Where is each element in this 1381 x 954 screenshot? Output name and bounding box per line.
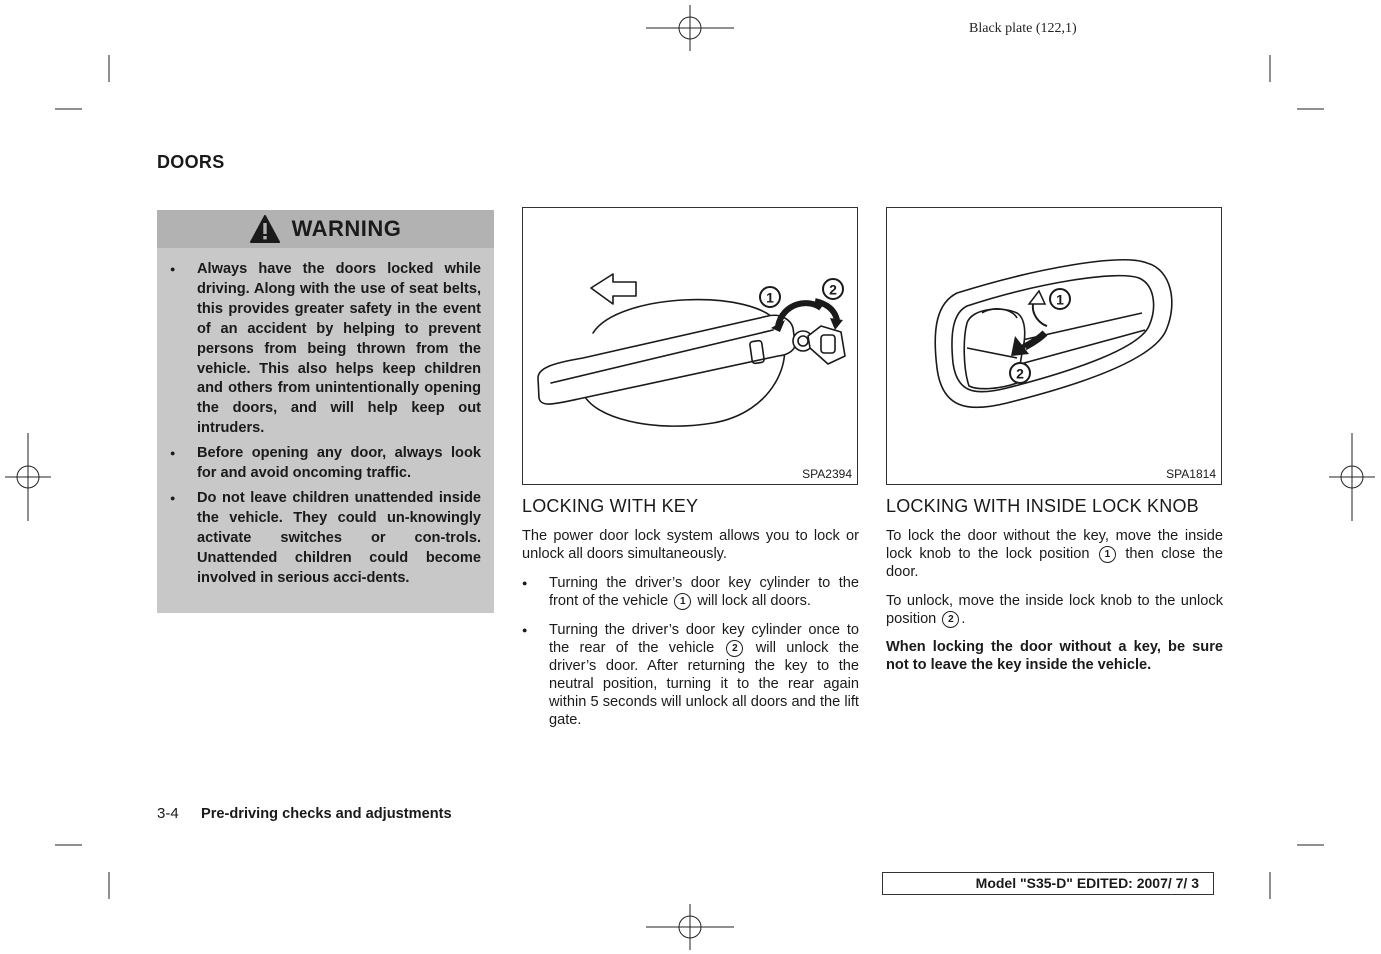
model-stamp: Model "S35-D" EDITED: 2007/ 7/ 3 <box>882 872 1214 895</box>
locking-with-knob-body <box>886 527 1223 674</box>
locking-with-key-heading: LOCKING WITH KEY <box>522 496 699 516</box>
svg-text:2: 2 <box>829 281 837 298</box>
ref-1-icon: 1 <box>1099 546 1116 563</box>
svg-text:1: 1 <box>1056 291 1064 308</box>
warning-triangle-icon <box>250 215 280 243</box>
warning-title: WARNING <box>291 216 402 241</box>
svg-text:2: 2 <box>1016 365 1024 382</box>
warning-item: ● Do not leave children unattended inside the vehicle. They could un-knowingly activate switches or con-trols. Unattended children could become involved in serious acci-dents. <box>197 489 481 589</box>
key-lock-figure <box>522 207 858 485</box>
page-number: 3-4 <box>157 805 179 822</box>
paragraph: To lock the door without the key, move the inside lock knob to the lock position 1 then close the door. <box>886 528 1223 580</box>
bold-note: When locking the door without a key, be sure not to leave the key inside the vehicle. <box>886 639 1223 673</box>
paragraph: To unlock, move the inside lock knob to the unlock position 2 . <box>886 593 1223 627</box>
warning-header <box>157 210 494 248</box>
callout-1-icon <box>1050 289 1070 309</box>
chapter-title: Pre-driving checks and adjustments <box>201 806 452 822</box>
warning-item: ● Always have the doors locked while driving. Along with the use of seat belts, this provides greater safety in the event of an accident by helping to prevent persons from being thrown from the vehicle. This also helps keep children and others from unintentionally opening the doors, and will help keep out intruders. <box>197 260 481 439</box>
locking-with-key-body <box>522 527 859 729</box>
warning-box <box>157 210 494 613</box>
list-item: ● Turning the driver’s door key cylinder once to the rear of the vehicle 2 will unlock the driver’s door. After returning the key to the neutral position, turning it to the rear again within 5 seconds will unlock all doors and the lift gate. <box>522 621 859 729</box>
locking-with-knob-heading: LOCKING WITH INSIDE LOCK KNOB <box>886 496 1199 516</box>
plate-label: Black plate (122,1) <box>969 21 1077 36</box>
figure-code: SPA1814 <box>1166 467 1216 481</box>
paragraph: The power door lock system allows you to lock or unlock all doors simultaneously. <box>522 528 859 562</box>
ref-2-icon: 2 <box>942 611 959 628</box>
figure-code: SPA2394 <box>802 467 852 481</box>
door-handle-key-illustration <box>523 208 857 484</box>
callout-2-icon <box>823 279 843 299</box>
svg-text:1: 1 <box>766 289 774 306</box>
list-item: ● Turning the driver’s door key cylinder to the front of the vehicle 1 will lock all doors. <box>522 574 859 610</box>
callout-2-icon <box>1010 363 1030 383</box>
ref-1-icon: 1 <box>674 593 691 610</box>
callout-1-icon <box>760 287 780 307</box>
warning-list <box>197 260 481 594</box>
warning-item: ● Before opening any door, always look for and avoid oncoming traffic. <box>197 444 481 484</box>
inside-knob-figure <box>886 207 1222 485</box>
section-title: DOORS <box>157 152 225 172</box>
inside-lock-knob-illustration <box>887 208 1221 484</box>
ref-2-icon: 2 <box>726 640 743 657</box>
